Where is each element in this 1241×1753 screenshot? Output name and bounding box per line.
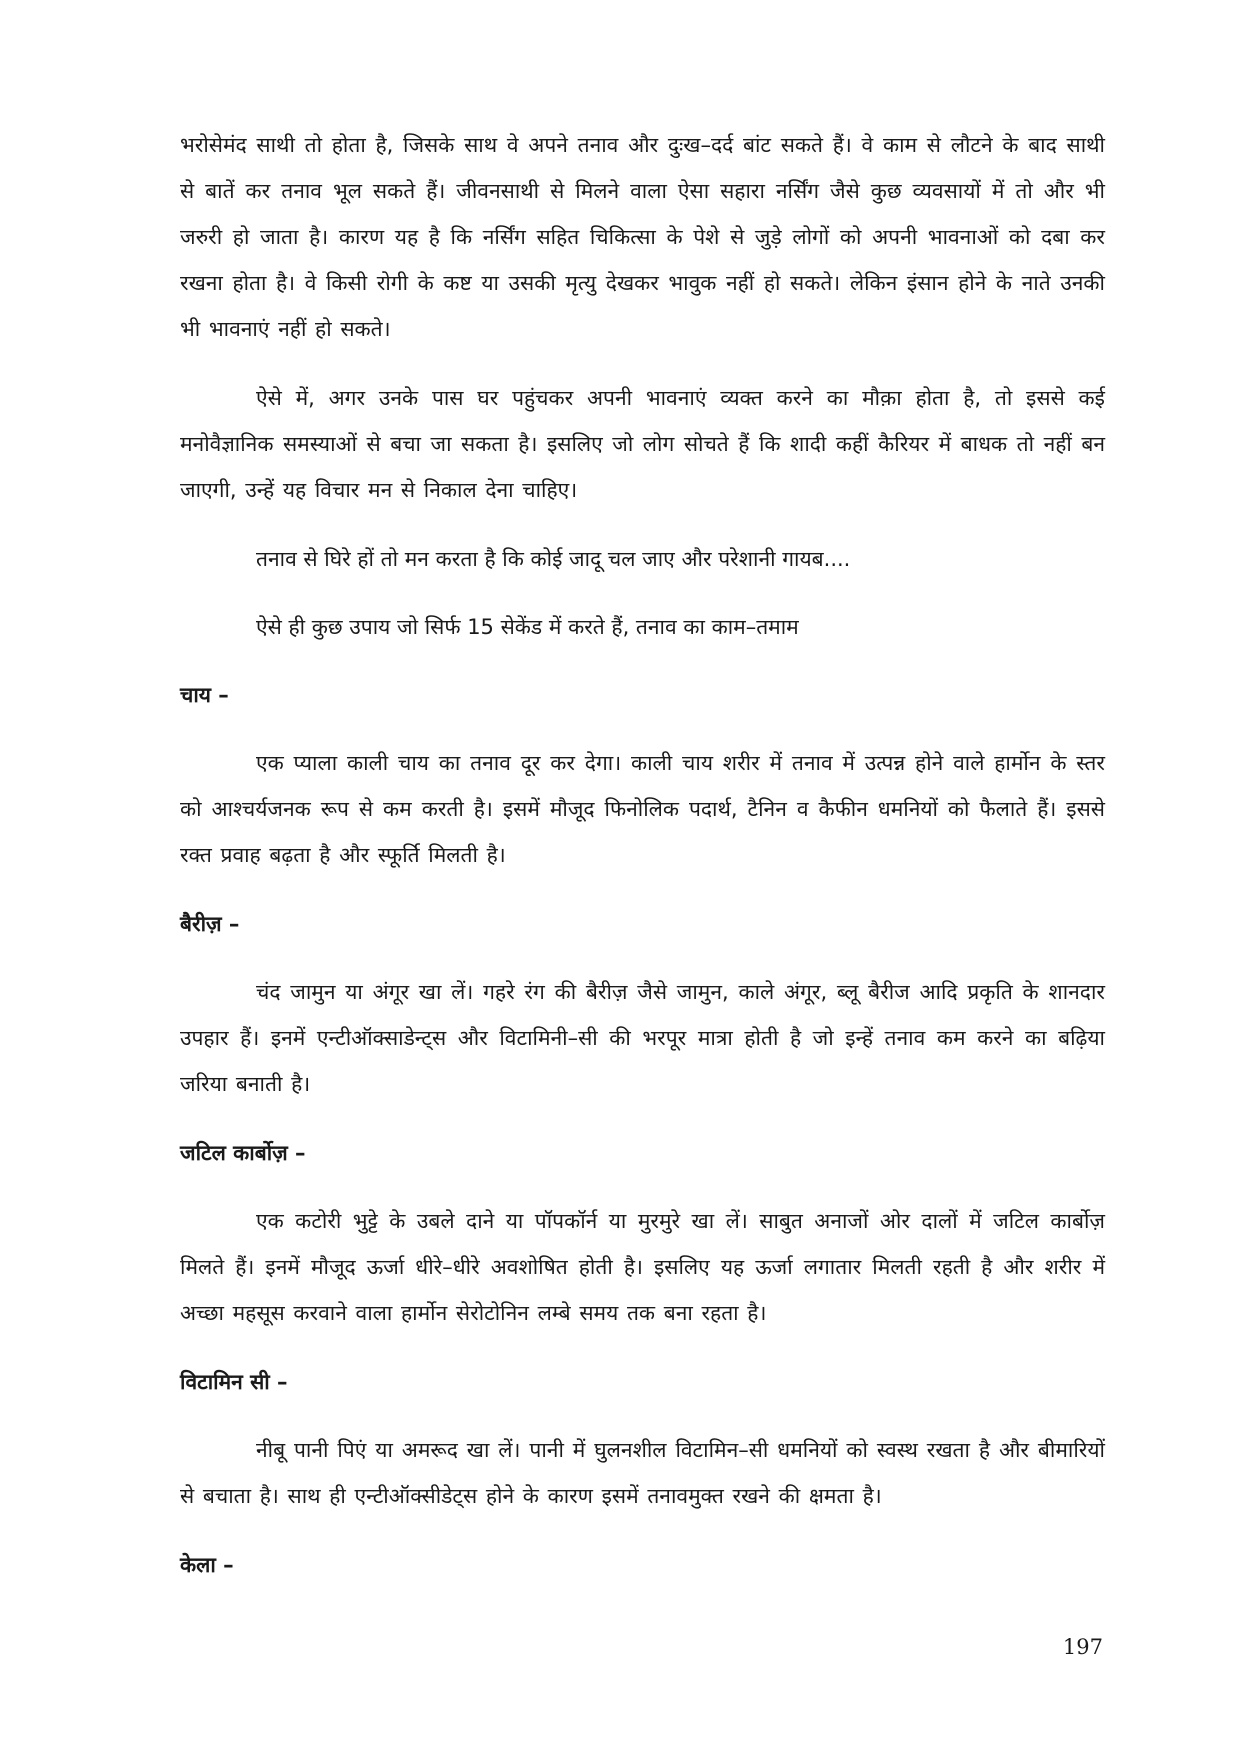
section-heading-tea: चाय – xyxy=(180,683,229,707)
section-text-vitamin-c: नीबू पानी पिएं या अमरूद खा लें। पानी में घुलनशील विटामिन–सी धमनियों को स्वस्थ रखता है और बीमारियों से बचाता है। साथ ही एन्टीऑक्सीडेट्स होने के कारण इसमें तनावमुक्त रखने की क्षमता है। xyxy=(180,1438,1105,1508)
section-text-berries: चंद जामुन या अंगूर खा लें। गहरे रंग की बैरीज़ जैसे जामुन, काले अंगूर, ब्लू बैरीज आदि प्रकृति के शानदार उपहार हैं। इनमें एन्टीऑक्साडेन्ट्स और विटामिनी–सी की भरपूर मात्रा होती है जो इन्हें तनाव कम करने का बढ़िया जरिया बनाती है। xyxy=(180,980,1105,1096)
intro-line-2: ऐसे ही कुछ उपाय जो सिर्फ 15 सेकेंड में करते हैं, तनाव का काम–तमाम xyxy=(256,615,799,639)
section-heading-banana: केला – xyxy=(180,1553,234,1577)
intro-paragraph-2: ऐसे में, अगर उनके पास घर पहुंचकर अपनी भावनाएं व्यक्त करने का मौक़ा होता है, तो इससे कई मनोवैज्ञानिक समस्याओं से बचा जा सकता है। इसलिए जो लोग सोचते हैं कि शादी कहीं कैरियर में बाधक तो नहीं बन जाएगी, उन्हें यह विचार मन से निकाल देना चाहिए। xyxy=(180,386,1105,502)
section-text-complex-carbs: एक कटोरी भुट्टे के उबले दाने या पॉपकॉर्न या मुरमुरे खा लें। साबुत अनाजों ओर दालों में जटिल कार्बोज़ मिलते हैं। इनमें मौजूद ऊर्जा धीरे–धीरे अवशोषित होती है। इसलिए यह ऊर्जा लगातार मिलती रहती है और शरीर में अच्छा महसूस करवाने वाला हार्मोन सेरोटोनिन लम्बे समय तक बना रहता है। xyxy=(180,1209,1105,1325)
section-heading-berries: बैरीज़ – xyxy=(180,912,240,936)
section-heading-complex-carbs: जटिल कार्बोज़ – xyxy=(180,1141,306,1165)
page-number: 197 xyxy=(1062,1635,1103,1659)
intro-paragraph-1: भरोसेमंद साथी तो होता है, जिसके साथ वे अपने तनाव और दुःख–दर्द बांट सकते हैं। वे काम से लौटने के बाद साथी से बातें कर तनाव भूल सकते हैं। जीवनसाथी से मिलने वाला ऐसा सहारा नर्सिंग जैसे कुछ व्यवसायों में तो और भी जरुरी हो जाता है। कारण यह है कि नर्सिंग सहित चिकित्सा के पेशे से जुड़े लोगों को अपनी भावनाओं को दबा कर रखना होता है। वे किसी रोगी के कष्ट या उसकी मृत्यु देखकर भावुक नहीं हो सकते। लेकिन इंसान होने के नाते उनकी भी भावनाएं नहीं हो सकते। xyxy=(180,133,1105,341)
section-heading-vitamin-c: विटामिन सी – xyxy=(180,1370,288,1394)
intro-line-1: तनाव से घिरे हों तो मन करता है कि कोई जादू चल जाए और परेशानी गायब.... xyxy=(256,547,851,571)
page-body xyxy=(180,122,1105,1610)
section-text-tea: एक प्याला काली चाय का तनाव दूर कर देगा। काली चाय शरीर में तनाव में उत्पन्न होने वाले हार्मोन के स्तर को आश्चर्यजनक रूप से कम करती है। इसमें मौजूद फिनोलिक पदार्थ, टैनिन व कैफीन धमनियों को फैलाते हैं। इससे रक्त प्रवाह बढ़ता है और स्फूर्ति मिलती है। xyxy=(180,751,1105,867)
